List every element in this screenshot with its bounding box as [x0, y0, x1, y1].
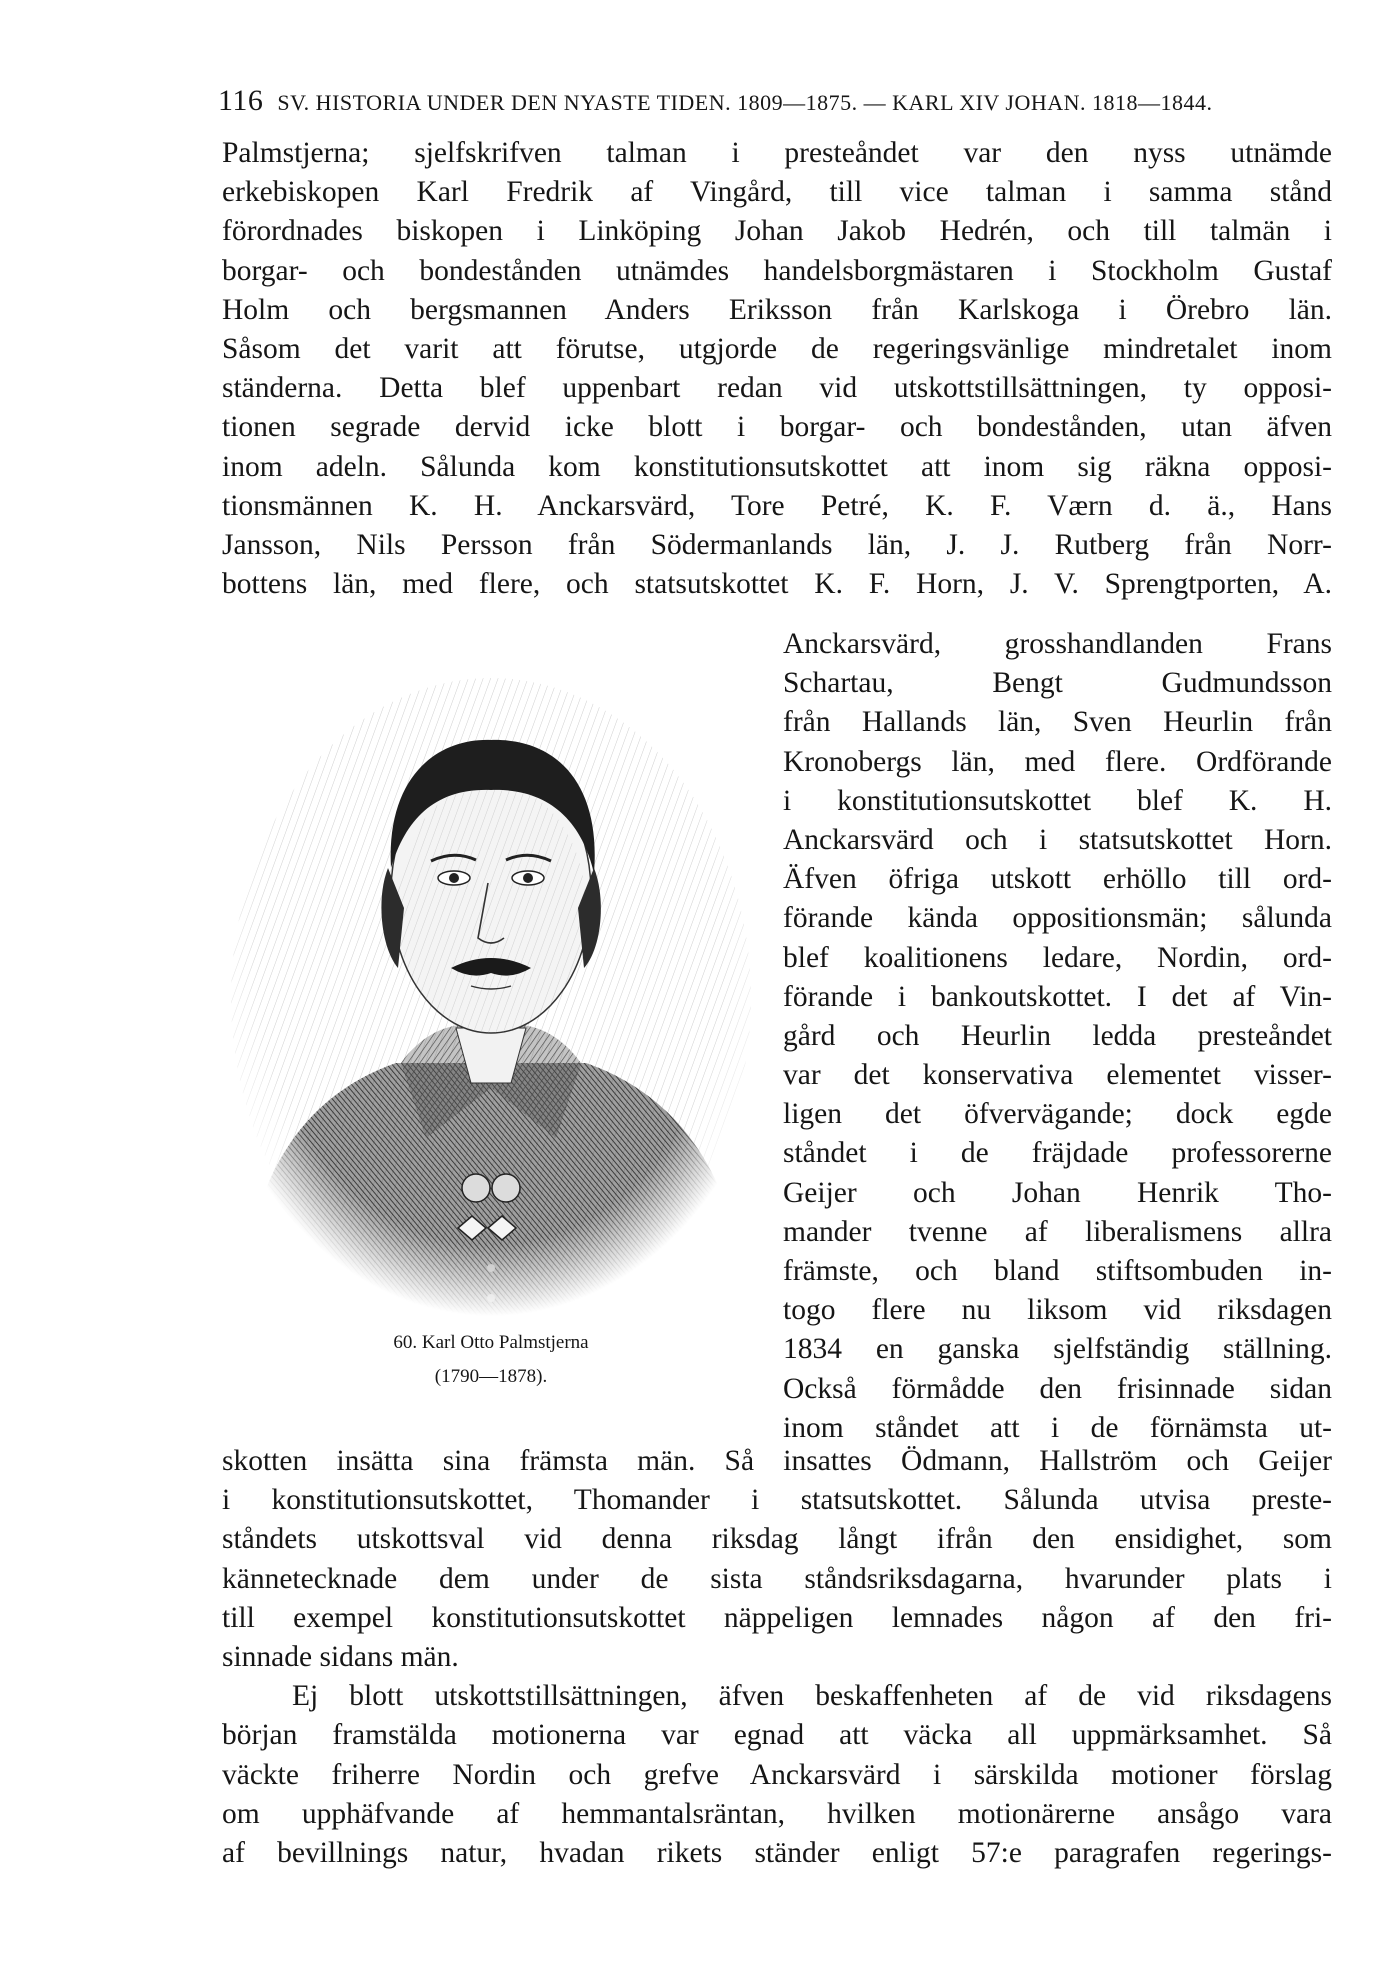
text-line: borgar- och bondestånden utnämdes handelsborgmästaren i Stockholm Gustaf: [222, 254, 1332, 287]
portrait-engraving: [226, 668, 756, 1316]
caption-title: 60. Karl Otto Palmstjerna: [393, 1332, 589, 1353]
text-line: i konstitutionsutskottet blef K. H.: [783, 784, 1332, 817]
text-line: Såsom det varit att förutse, utgjorde de regeringsvänlige mindretalet inom: [222, 332, 1332, 365]
caption-dates: (1790—1878).: [434, 1366, 548, 1387]
text-line: Äfven öfriga utskott erhöllo till ord-: [783, 863, 1332, 896]
text-line: tionen segrade dervid icke blott i borgar- och bondestånden, utan äfven: [222, 411, 1332, 444]
text-line: sinnade sidans män.: [222, 1640, 459, 1673]
text-line: mander tvenne af liberalismens allra: [783, 1215, 1332, 1248]
text-line: skotten insätta sina främsta män. Så insattes Ödmann, Hallström och Geijer: [222, 1445, 1332, 1477]
body-text-right-column: [783, 625, 1332, 1448]
text-line: ståndets utskottsval vid denna riksdag långt ifrån den ensidighet, som: [222, 1523, 1332, 1556]
text-line: Palmstjerna; sjelfskrifven talman i presteåndet var den nyss utnämde: [222, 137, 1332, 169]
text-line: Också förmådde den frisinnade sidan: [783, 1372, 1332, 1405]
text-line: ståndet i de fräjdade professorerne: [783, 1137, 1332, 1170]
text-line: ständerna. Detta blef uppenbart redan vid utskottstillsättningen, ty opposi-: [222, 372, 1332, 405]
page-number: 116: [218, 84, 264, 117]
text-line: Schartau, Bengt Gudmundsson: [783, 667, 1332, 700]
text-line: kännetecknade dem under de sista ståndsriksdagarna, hvarunder plats i: [222, 1562, 1332, 1595]
text-line: Anckarsvärd och i statsutskottet Horn.: [783, 823, 1332, 856]
text-line: inom adeln. Sålunda kom konstitutionsutskottet att inom sig räkna opposi-: [222, 450, 1332, 483]
text-line: Jansson, Nils Persson från Södermanlands län, J. J. Rutberg från Norr-: [222, 528, 1332, 561]
running-title: SV. HISTORIA UNDER DEN NYASTE TIDEN. 1809—1875. — KARL XIV JOHAN. 1818—1844.: [277, 90, 1213, 115]
portrait-figure: [226, 668, 756, 1387]
text-line: gård och Heurlin ledda presteåndet: [783, 1019, 1332, 1052]
text-line: till exempel konstitutionsutskottet näppeligen lemnades någon af den fri-: [222, 1601, 1332, 1634]
text-line: början framstälda motionerna var egnad att väcka all uppmärksamhet. Så: [222, 1719, 1332, 1752]
text-line: ligen det öfvervägande; dock egde: [783, 1098, 1332, 1131]
text-line: blef koalitionens ledare, Nordin, ord-: [783, 941, 1332, 974]
text-line: bottens län, med flere, och statsutskottet K. F. Horn, J. V. Sprengtporten, A.: [222, 568, 1332, 601]
text-line: förande kända oppositionsmän; sålunda: [783, 902, 1332, 935]
figure-caption: [226, 1326, 756, 1394]
body-text-bottom: [222, 1442, 1332, 1873]
text-line: togo flere nu liksom vid riksdagen: [783, 1294, 1332, 1327]
body-text-top: [222, 134, 1332, 604]
text-line: var det konservativa elementet visser-: [783, 1059, 1332, 1092]
text-line: Ej blott utskottstillsättningen, äfven beskaffenheten af de vid riksdagens: [292, 1680, 1332, 1713]
text-line: inom ståndet att i de förnämsta ut-: [783, 1411, 1332, 1444]
text-line: om upphäfvande af hemmantalsräntan, hvilken motionärerne ansågo vara: [222, 1797, 1332, 1830]
running-head: [218, 84, 1348, 118]
text-line: förande i bankoutskottet. I det af Vin-: [783, 980, 1332, 1013]
text-line: Geijer och Johan Henrik Tho-: [783, 1176, 1332, 1209]
text-line: främste, och bland stiftsombuden in-: [783, 1255, 1332, 1287]
text-line: från Hallands län, Sven Heurlin från: [783, 706, 1332, 739]
text-line: Kronobergs län, med flere. Ordförande: [783, 745, 1332, 778]
text-line: erkebiskopen Karl Fredrik af Vingård, till vice talman i samma stånd: [222, 176, 1332, 209]
text-line: 1834 en ganska sjelfständig ställning.: [783, 1333, 1332, 1366]
text-line: förordnades biskopen i Linköping Johan Jakob Hedrén, och till talmän i: [222, 215, 1332, 248]
text-line: Anckarsvärd, grosshandlanden Frans: [783, 628, 1332, 660]
text-line: af bevillnings natur, hvadan rikets ständer enligt 57:e paragrafen regerings-: [222, 1836, 1332, 1869]
text-line: Holm och bergsmannen Anders Eriksson från Karlskoga i Örebro län.: [222, 293, 1332, 326]
text-line: tionsmännen K. H. Anckarsvärd, Tore Petré, K. F. Værn d. ä., Hans: [222, 489, 1332, 522]
text-line: i konstitutionsutskottet, Thomander i statsutskottet. Sålunda utvisa preste-: [222, 1484, 1332, 1517]
text-line: väckte friherre Nordin och grefve Anckarsvärd i särskilda motioner förslag: [222, 1758, 1332, 1791]
